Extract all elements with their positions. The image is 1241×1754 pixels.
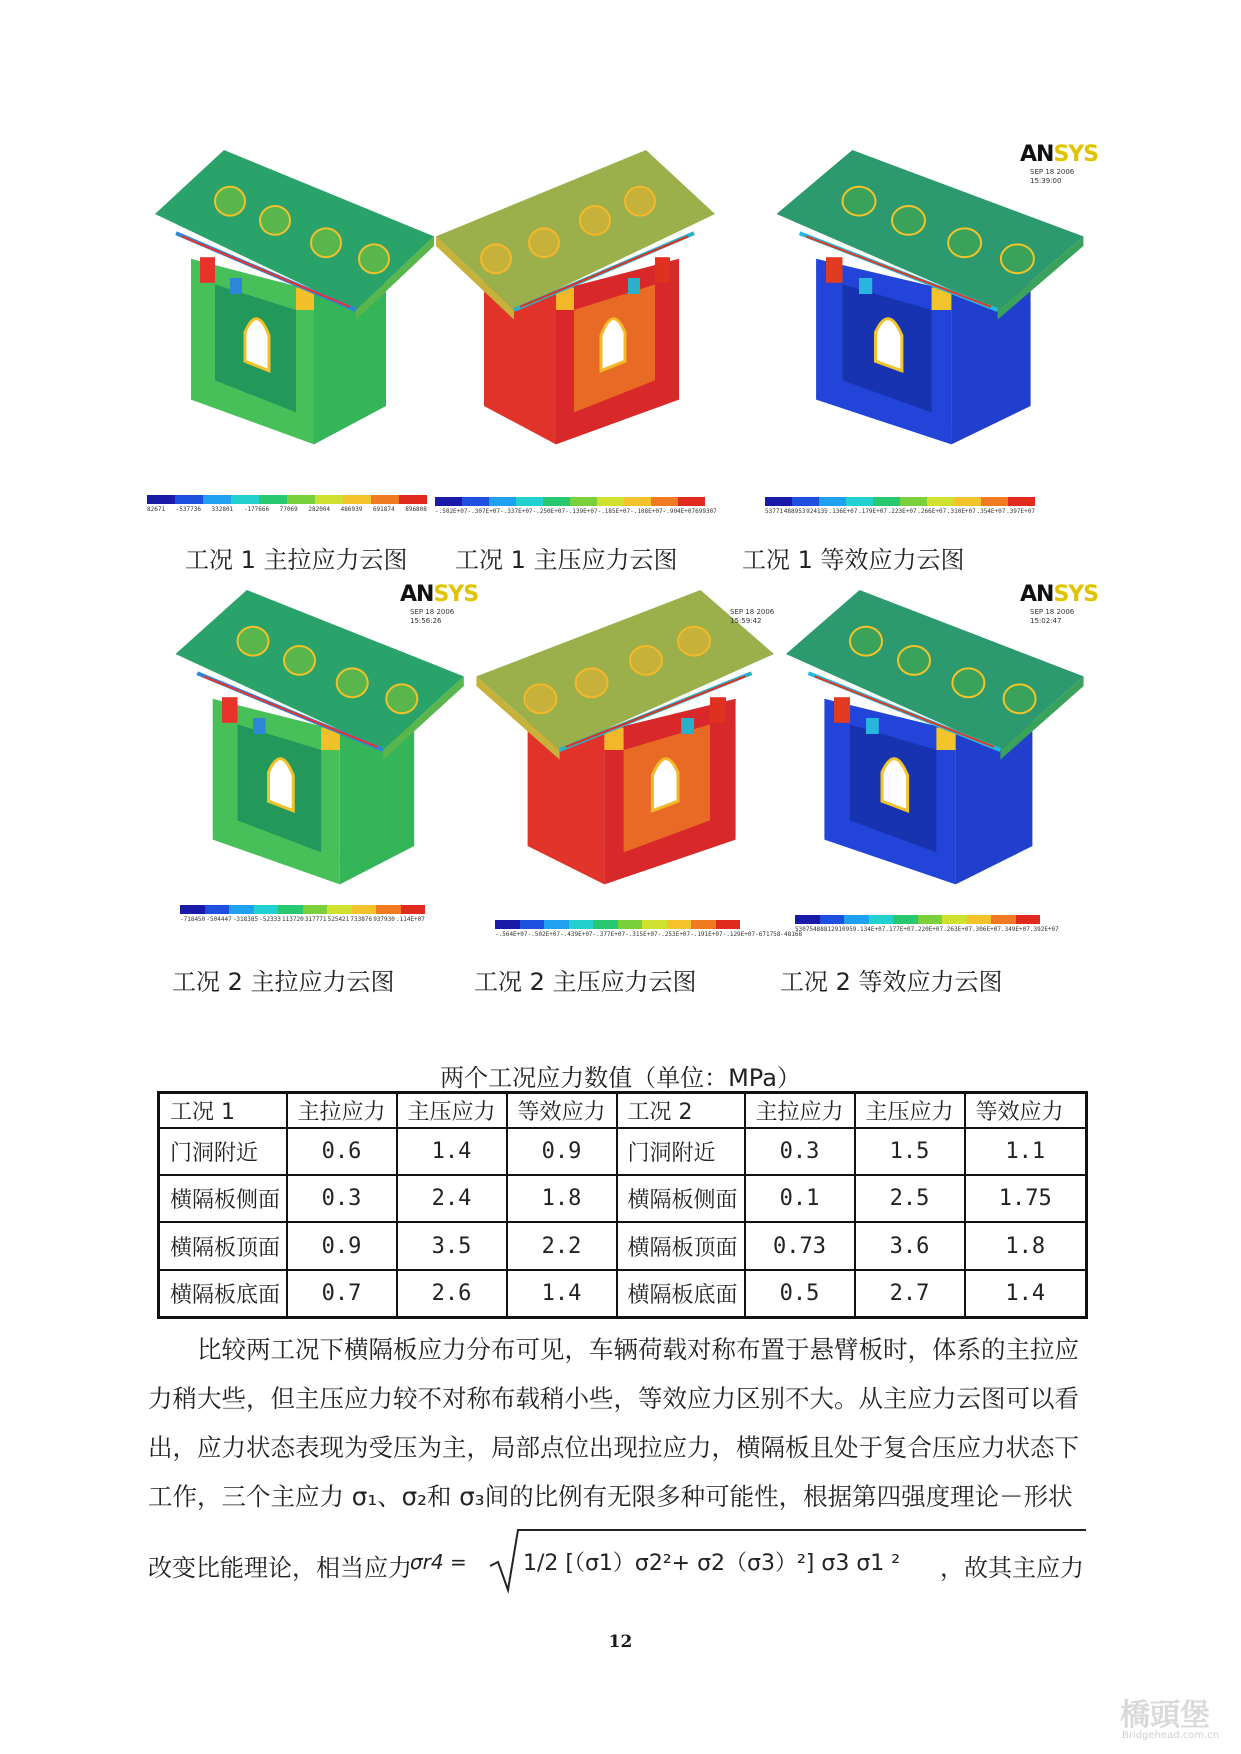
colorbar-segment [954,497,981,506]
stress-hotspot [655,257,670,283]
colorbar-labels [147,506,427,513]
colorbar-value: 82671 [147,506,166,513]
table-cell: 0.9 [287,1222,397,1269]
contour-blob [238,627,269,656]
colorbar-segment [205,905,230,914]
colorbar-value: -.307E+07 [467,508,501,515]
colorbar-segment [869,915,894,924]
table-cell: 0.3 [287,1175,397,1222]
contour-blob [311,228,341,257]
colorbar-labels [495,931,803,938]
colorbar-segment [203,495,231,504]
colorbar-segment [765,497,792,506]
table-cell: 横隔板顶面 [159,1222,287,1269]
colorbar-segment [716,920,741,929]
table-cell: 2.5 [855,1175,965,1222]
colorbar-value: -.337E+07 [500,508,533,515]
contour-blob [850,627,882,656]
colorbar-value: .114E+07 [396,916,425,923]
table-cell: 0.9 [507,1128,617,1175]
colorbar-segment [918,915,943,924]
colorbar-segment [792,497,819,506]
contour-colorbar [765,497,1035,506]
colorbar-segment [376,905,401,914]
date-stamp: SEP 18 2006 15:02:47 [1030,608,1075,625]
colorbar-segment [597,497,624,506]
figure-caption: 工况 1 主压应力云图 [455,546,678,574]
colorbar-value: 488812 [813,926,835,933]
table-header-cell: 工况 1 [159,1093,287,1128]
colorbar-labels [765,508,1035,515]
contour-blob [898,646,930,675]
contour-blob [260,206,290,235]
ansys-logo: ANSYS [1020,582,1099,607]
stress-hotspot [826,257,843,283]
colorbar-value: -.377E+07 [592,931,626,938]
table-cell: 横隔板侧面 [159,1175,287,1222]
colorbar-value: 733876 [350,916,373,923]
colorbar-value: .266E+07 [917,508,947,515]
colorbar-value: .392E+07 [1029,926,1059,933]
table-cell: 门洞附近 [159,1128,287,1175]
colorbar-value: 691874 [372,506,395,513]
colorbar-labels [795,926,1059,933]
colorbar-segment [371,495,399,504]
colorbar-segment [1008,497,1035,506]
table-header-cell: 主拉应力 [745,1093,855,1128]
page-number: 12 [608,1632,633,1652]
table-cell: 横隔板底面 [159,1270,287,1318]
colorbar-value: -52333 [259,916,281,923]
colorbar-segment [893,915,918,924]
colorbar-segment [820,915,845,924]
colorbar-segment [343,495,371,504]
table-cell: 1.4 [965,1270,1087,1318]
colorbar-value: 525421 [327,916,350,923]
figure-caption: 工况 2 主压应力云图 [474,968,697,996]
fem-model-render [760,150,1090,470]
colorbar-segment [401,905,426,914]
colorbar-value: .310E+07 [946,508,976,515]
colorbar-value: 910959 [834,926,857,933]
table-cell: 1.1 [965,1128,1087,1175]
colorbar-value: 282004 [308,506,331,513]
colorbar-value: -.191E+07 [690,931,723,938]
colorbar-value: .397E+07 [1006,508,1035,515]
door-hole [601,319,625,371]
contour-blob [1001,244,1034,273]
table-cell: 0.3 [745,1128,855,1175]
stress-hotspot [253,718,265,734]
figure-caption: 工况 2 等效应力云图 [780,968,1003,996]
formula-line [148,1526,1096,1596]
colorbar-segment [544,920,569,929]
colorbar-value: -504447 [206,916,232,923]
contour-blob [386,684,417,713]
table-title: 两个工况应力数值（单位：MPa） [440,1064,801,1092]
door-hole [876,319,902,371]
colorbar-segment [667,920,692,929]
colorbar-segment [327,905,352,914]
colorbar-segment [942,915,967,924]
colorbar-segment [495,920,520,929]
contour-blob [678,627,710,656]
colorbar-segment [981,497,1008,506]
stress-hotspot [859,278,872,294]
table-cell: 横隔板顶面 [617,1222,745,1269]
contour-colorbar [147,495,427,504]
ansys-logo: ANSYS [400,582,479,607]
colorbar-value: 77069 [279,506,298,513]
stress-contour-figure [160,590,470,910]
colorbar-value: .354E+07 [976,508,1006,515]
stress-hotspot [681,718,694,734]
table-cell: 1.8 [965,1222,1087,1269]
watermark-logo: 橋頭堡 [1120,1698,1210,1733]
colorbar-segment [399,495,427,504]
fem-model-render [430,150,730,470]
fem-model-render [140,150,440,470]
colorbar-segment [795,915,820,924]
table-row [159,1128,1087,1175]
table-cell: 2.7 [855,1270,965,1318]
date-stamp: SEP 18 2006 15:39:00 [1030,168,1075,185]
contour-blob [529,228,559,257]
colorbar-segment [516,497,543,506]
colorbar-segment [678,497,705,506]
table-cell: 0.73 [745,1222,855,1269]
stress-contour-figure [760,150,1090,470]
colorbar-value: -.129E+07 [722,931,756,938]
colorbar-value: 317771 [304,916,327,923]
figure-caption: 工况 1 等效应力云图 [742,546,965,574]
contour-colorbar [435,497,705,506]
colorbar-value: .134E+07 [856,926,886,933]
colorbar-value: 332801 [211,506,234,513]
formula-body: 1/2 [（σ1）σ2²+ σ2（σ3）²] σ3 σ1 ² [523,1551,901,1576]
table-header-cell: 主拉应力 [287,1093,397,1128]
contour-blob [284,646,315,675]
colorbar-segment [593,920,618,929]
colorbar-labels [435,508,717,515]
colorbar-value: .220E+07 [914,926,944,933]
table-cell: 3.5 [397,1222,507,1269]
colorbar-value: -318385 [232,916,259,923]
contour-blob [952,668,984,697]
formula-suffix: ，故其主应力 [940,1554,1084,1582]
colorbar-segment [624,497,651,506]
contour-colorbar [180,905,425,914]
colorbar-segment [1016,915,1041,924]
colorbar-value: -.250E+07 [532,508,566,515]
colorbar-value: -.502E+07 [527,931,561,938]
paragraph-line: 出，应力状态表现为受压为主，局部点位出现拉应力，横隔板且处于复合压应力状态下 [148,1433,1079,1462]
colorbar-value: -48168 [780,931,803,938]
colorbar-value: .223E+07 [887,508,917,515]
contour-blob [359,244,389,273]
colorbar-segment [846,497,873,506]
table-cell: 0.1 [745,1175,855,1222]
door-hole [245,319,269,371]
colorbar-segment [254,905,279,914]
colorbar-value: 699307 [695,508,717,515]
figure-caption: 工况 1 主拉应力云图 [185,546,408,574]
colorbar-segment [819,497,846,506]
colorbar-value: .306E+07 [972,926,1001,933]
body-paragraph [148,1325,1096,1521]
table-cell: 横隔板底面 [617,1270,745,1318]
table-cell: 2.6 [397,1270,507,1318]
table-cell: 2.2 [507,1222,617,1269]
table-cell: 1.75 [965,1175,1087,1222]
stress-hotspot [834,697,850,723]
colorbar-segment [287,495,315,504]
contour-blob [481,244,511,273]
colorbar-value: 896808 [405,506,427,513]
stress-hotspot [866,718,879,734]
contour-blob [215,187,245,216]
colorbar-value: .177E+07 [885,926,915,933]
colorbar-value: 113720 [282,916,304,923]
table-header-cell: 主压应力 [855,1093,965,1128]
paragraph-line: 比较两工况下横隔板应力分布可见，车辆荷载对称布置于悬臂板时，体系的主拉应 [148,1335,1079,1364]
table-cell: 1.4 [507,1270,617,1318]
colorbar-value: -.439E+07 [560,931,593,938]
colorbar-segment [651,497,678,506]
colorbar-value: -.108E+07 [630,508,663,515]
colorbar-segment [259,495,287,504]
colorbar-segment [844,915,869,924]
colorbar-segment [618,920,643,929]
colorbar-value: -.904E+07 [662,508,696,515]
colorbar-value: 937930 [373,916,395,923]
stress-hotspot [200,257,215,283]
stress-hotspot [222,697,238,723]
table-cell: 门洞附近 [617,1128,745,1175]
colorbar-value: -.253E+07 [657,931,691,938]
colorbar-segment [489,497,516,506]
stress-hotspot [628,278,640,294]
stress-contour-figure [430,150,730,470]
table-cell: 1.8 [507,1175,617,1222]
contour-blob [625,187,655,216]
date-stamp: SEP 18 2006 15:59:42 [730,608,775,625]
contour-blob [1004,684,1036,713]
colorbar-value: 488953 [783,508,806,515]
colorbar-segment [278,905,303,914]
table-cell: 1.4 [397,1128,507,1175]
colorbar-segment [352,905,377,914]
formula-prefix: 改变比能理论，相当应力 [148,1554,412,1582]
contour-blob [948,228,981,257]
contour-blob [524,684,556,713]
colorbar-value: .179E+07 [858,508,887,515]
table-header-row [159,1093,1087,1128]
colorbar-segment [991,915,1016,924]
colorbar-value: .136E+07 [828,508,858,515]
table-row [159,1222,1087,1269]
fem-model-render [470,590,790,910]
stress-hotspot [230,278,242,294]
contour-blob [843,187,876,216]
table-cell: 横隔板侧面 [617,1175,745,1222]
colorbar-value: -.315E+07 [625,931,658,938]
colorbar-value: .263E+07 [943,926,973,933]
stress-contour-figure [770,590,1090,910]
stress-hotspot [710,697,726,723]
figure-caption: 工况 2 主拉应力云图 [172,968,395,996]
table-header-cell: 工况 2 [617,1093,745,1128]
colorbar-segment [873,497,900,506]
colorbar-segment [229,905,254,914]
colorbar-segment [175,495,203,504]
contour-colorbar [495,920,740,929]
colorbar-segment [927,497,954,506]
table-cell: 0.6 [287,1128,397,1175]
colorbar-segment [543,497,570,506]
colorbar-segment [967,915,992,924]
colorbar-value: 486939 [340,506,363,513]
colorbar-segment [570,497,597,506]
colorbar-segment [462,497,489,506]
colorbar-value: -671758 [755,931,781,938]
colorbar-segment [180,905,205,914]
colorbar-value: 924135 [806,508,828,515]
fem-model-render [770,590,1090,910]
table-header-cell: 等效应力 [965,1093,1087,1128]
door-hole [652,759,678,811]
contour-blob [580,206,610,235]
contour-blob [337,668,368,697]
contour-blob [892,206,925,235]
colorbar-value: 53771 [765,508,784,515]
table-cell: 3.6 [855,1222,965,1269]
colorbar-value: -718450 [180,916,206,923]
table-row [159,1175,1087,1222]
colorbar-segment [231,495,259,504]
fem-model-render [160,590,470,910]
paragraph-line: 工作，三个主应力 σ₁、σ₂和 σ₃间的比例有无限多种可能性，根据第四强度理论－形状 [148,1482,1073,1511]
colorbar-value: -537736 [175,506,201,513]
stress-contour-figure [140,150,440,470]
paragraph-line: 力稍大些，但主压应力较不对称布载稍小些，等效应力区别不大。从主应力云图可以看 [148,1384,1079,1413]
colorbar-value: -177666 [243,506,270,513]
colorbar-segment [900,497,927,506]
table-row [159,1270,1087,1318]
door-hole [269,759,294,811]
colorbar-value: -.564E+07 [495,931,528,938]
colorbar-segment [147,495,175,504]
colorbar-value: .349E+07 [1000,926,1030,933]
stress-table [157,1091,1088,1319]
table-cell: 0.7 [287,1270,397,1318]
table-cell: 0.5 [745,1270,855,1318]
table-header-cell: 主压应力 [397,1093,507,1128]
colorbar-value: -.502E+07 [435,508,468,515]
door-hole [882,759,908,811]
colorbar-segment [303,905,328,914]
colorbar-value: 53075 [795,926,814,933]
watermark-url: Bridgehead.com.cn [1122,1730,1220,1741]
table-cell: 1.5 [855,1128,965,1175]
ansys-logo: ANSYS [1020,142,1099,167]
colorbar-value: -.185E+07 [597,508,631,515]
contour-blob [576,668,608,697]
contour-colorbar [795,915,1040,924]
contour-blob [630,646,662,675]
stress-contour-figure [470,590,790,910]
date-stamp: SEP 18 2006 15:56:26 [410,608,455,625]
formula-symbol: σr4 = [410,1550,467,1574]
colorbar-segment [315,495,343,504]
table-header-cell: 等效应力 [507,1093,617,1128]
colorbar-segment [691,920,716,929]
colorbar-segment [569,920,594,929]
colorbar-labels [180,916,425,923]
colorbar-value: -.139E+07 [565,508,598,515]
colorbar-segment [642,920,667,929]
colorbar-segment [520,920,545,929]
table-cell: 2.4 [397,1175,507,1222]
colorbar-segment [435,497,462,506]
